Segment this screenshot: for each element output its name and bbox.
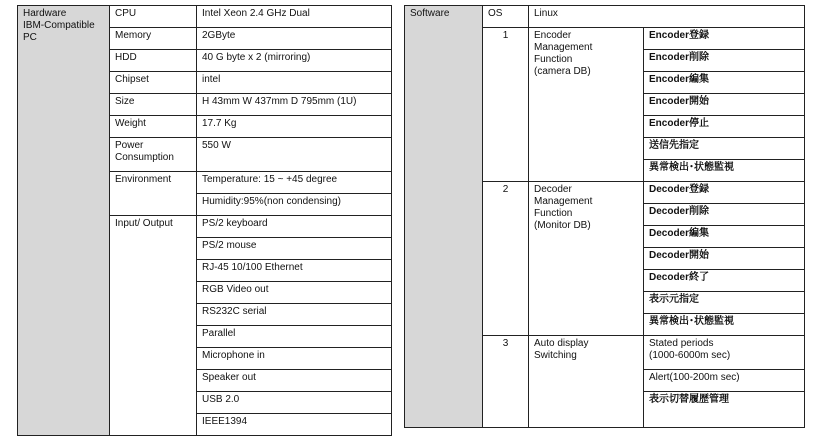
function-item: 表示切替履歴管理 xyxy=(644,392,805,428)
function-item: Encoder開始 xyxy=(644,94,805,116)
software-category: Software xyxy=(405,6,483,428)
io-label: Input/ Output xyxy=(110,216,197,436)
environment-value: Humidity:95%(non condensing) xyxy=(197,194,392,216)
function-item: 表示元指定 xyxy=(644,292,805,314)
function-item: Decoder削除 xyxy=(644,204,805,226)
function-item: 送信先指定 xyxy=(644,138,805,160)
spec-value: intel xyxy=(197,72,392,94)
spec-value: 550 W xyxy=(197,138,392,172)
environment-label: Environment xyxy=(110,172,197,216)
io-value: RGB Video out xyxy=(197,282,392,304)
io-value: Microphone in xyxy=(197,348,392,370)
spec-label: Size xyxy=(110,94,197,116)
function-item: Decoder終了 xyxy=(644,270,805,292)
function-name: Auto display Switching xyxy=(529,336,644,428)
function-item: Decoder開始 xyxy=(644,248,805,270)
function-item: Encoder削除 xyxy=(644,50,805,72)
function-name: Decoder Management Function (Monitor DB) xyxy=(529,182,644,336)
spec-label: Power Consumption xyxy=(110,138,197,172)
environment-value: Temperature: 15 ~ +45 degree xyxy=(197,172,392,194)
spec-value: H 43mm W 437mm D 795mm (1U) xyxy=(197,94,392,116)
io-value: Speaker out xyxy=(197,370,392,392)
io-value: Parallel xyxy=(197,326,392,348)
function-name: Encoder Management Function (camera DB) xyxy=(529,28,644,182)
spec-label: Chipset xyxy=(110,72,197,94)
function-number: 2 xyxy=(483,182,529,336)
software-spec-table xyxy=(404,5,805,428)
io-value: PS/2 keyboard xyxy=(197,216,392,238)
function-item: Decoder登録 xyxy=(644,182,805,204)
spec-value: 2GByte xyxy=(197,28,392,50)
io-value: RJ-45 10/100 Ethernet xyxy=(197,260,392,282)
function-item: 異常検出･状態監視 xyxy=(644,314,805,336)
spec-label: CPU xyxy=(110,6,197,28)
hardware-category: Hardware IBM-Compatible PC xyxy=(18,6,110,436)
spec-value: 17.7 Kg xyxy=(197,116,392,138)
io-value: PS/2 mouse xyxy=(197,238,392,260)
io-value: IEEE1394 xyxy=(197,414,392,436)
os-value: Linux xyxy=(529,6,805,28)
os-label: OS xyxy=(483,6,529,28)
io-value: RS232C serial xyxy=(197,304,392,326)
io-value: USB 2.0 xyxy=(197,392,392,414)
function-item: Encoder登録 xyxy=(644,28,805,50)
spec-value: 40 G byte x 2 (mirroring) xyxy=(197,50,392,72)
spec-label: Memory xyxy=(110,28,197,50)
function-item: Alert(100-200m sec) xyxy=(644,370,805,392)
function-item: 異常検出･状態監視 xyxy=(644,160,805,182)
function-item: Decoder編集 xyxy=(644,226,805,248)
hardware-spec-table xyxy=(17,5,392,436)
spec-value: Intel Xeon 2.4 GHz Dual xyxy=(197,6,392,28)
function-item: Encoder停止 xyxy=(644,116,805,138)
function-item: Stated periods (1000-6000m sec) xyxy=(644,336,805,370)
function-number: 3 xyxy=(483,336,529,428)
function-item: Encoder編集 xyxy=(644,72,805,94)
spec-label: Weight xyxy=(110,116,197,138)
function-number: 1 xyxy=(483,28,529,182)
spec-label: HDD xyxy=(110,50,197,72)
